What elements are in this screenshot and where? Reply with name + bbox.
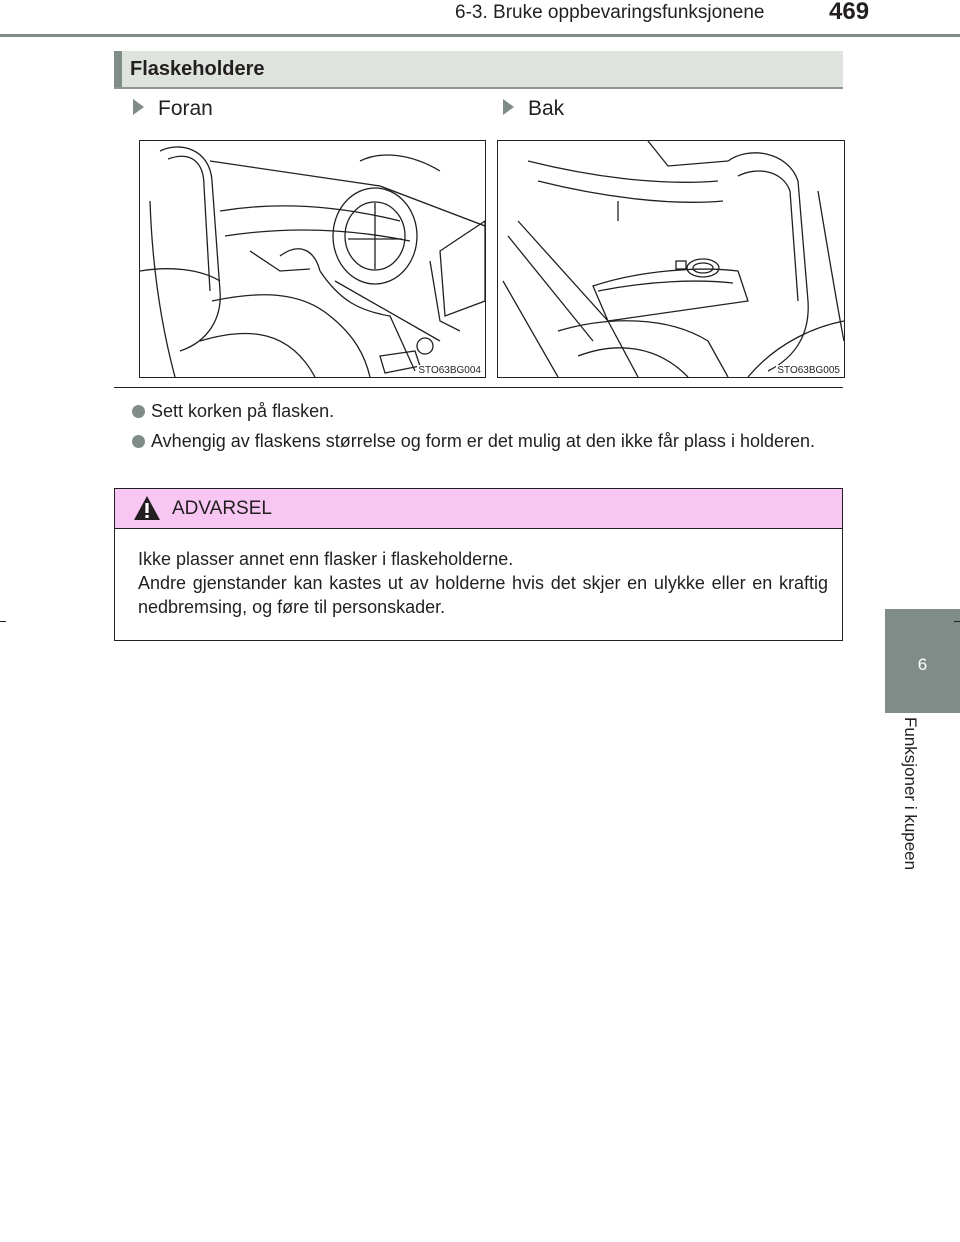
warning-title: ADVARSEL xyxy=(172,498,272,519)
bullet-item xyxy=(132,428,842,454)
triangle-icon xyxy=(503,99,514,115)
warning-line: Ikke plasser annet enn flasker i flaskeholderne. xyxy=(138,549,514,569)
header-rule xyxy=(0,34,960,37)
bullet-dot xyxy=(132,405,145,418)
bullet-text: Sett korken på flasken. xyxy=(151,401,335,421)
triangle-icon xyxy=(133,99,144,115)
rear-interior-illustration xyxy=(498,141,844,377)
chapter-label: Funksjoner i kupeen xyxy=(901,717,920,871)
page-number: 469 xyxy=(829,0,870,25)
chapter-number: 6 xyxy=(917,655,928,674)
subheading-rear-label: Bak xyxy=(528,97,565,120)
section-heading xyxy=(114,51,843,89)
warning-box xyxy=(114,488,843,641)
figure-rule xyxy=(114,387,843,388)
warning-body xyxy=(138,547,828,619)
figure-code: STO63BG005 xyxy=(777,365,840,376)
warning-header xyxy=(115,489,842,529)
bullet-text: Avhengig av flaskens størrelse og form er det mulig at den ikke får plass i holderen. xyxy=(151,431,815,451)
subheading-rear xyxy=(503,97,564,121)
front-interior-illustration xyxy=(140,141,485,377)
crop-mark xyxy=(954,621,960,622)
figure-front-interior xyxy=(139,140,486,378)
figure-code: STO63BG004 xyxy=(418,365,481,376)
section-accent xyxy=(114,51,122,87)
bullet-item xyxy=(132,398,842,424)
subheading-front-label: Foran xyxy=(158,97,213,120)
warning-icon xyxy=(133,495,161,521)
figure-rear-interior xyxy=(497,140,845,378)
warning-line: Andre gjenstander kan kastes ut av holderne hvis det skjer en ulykke eller en kraftig nedbremsing, og føre til personskader. xyxy=(138,573,828,617)
header-title: 6-3. Bruke oppbevaringsfunksjonene xyxy=(455,2,765,23)
subheading-front xyxy=(133,97,213,121)
crop-mark xyxy=(0,621,6,622)
bullet-dot xyxy=(132,435,145,448)
section-title: Flaskeholdere xyxy=(130,58,265,80)
chapter-tab xyxy=(885,609,960,713)
